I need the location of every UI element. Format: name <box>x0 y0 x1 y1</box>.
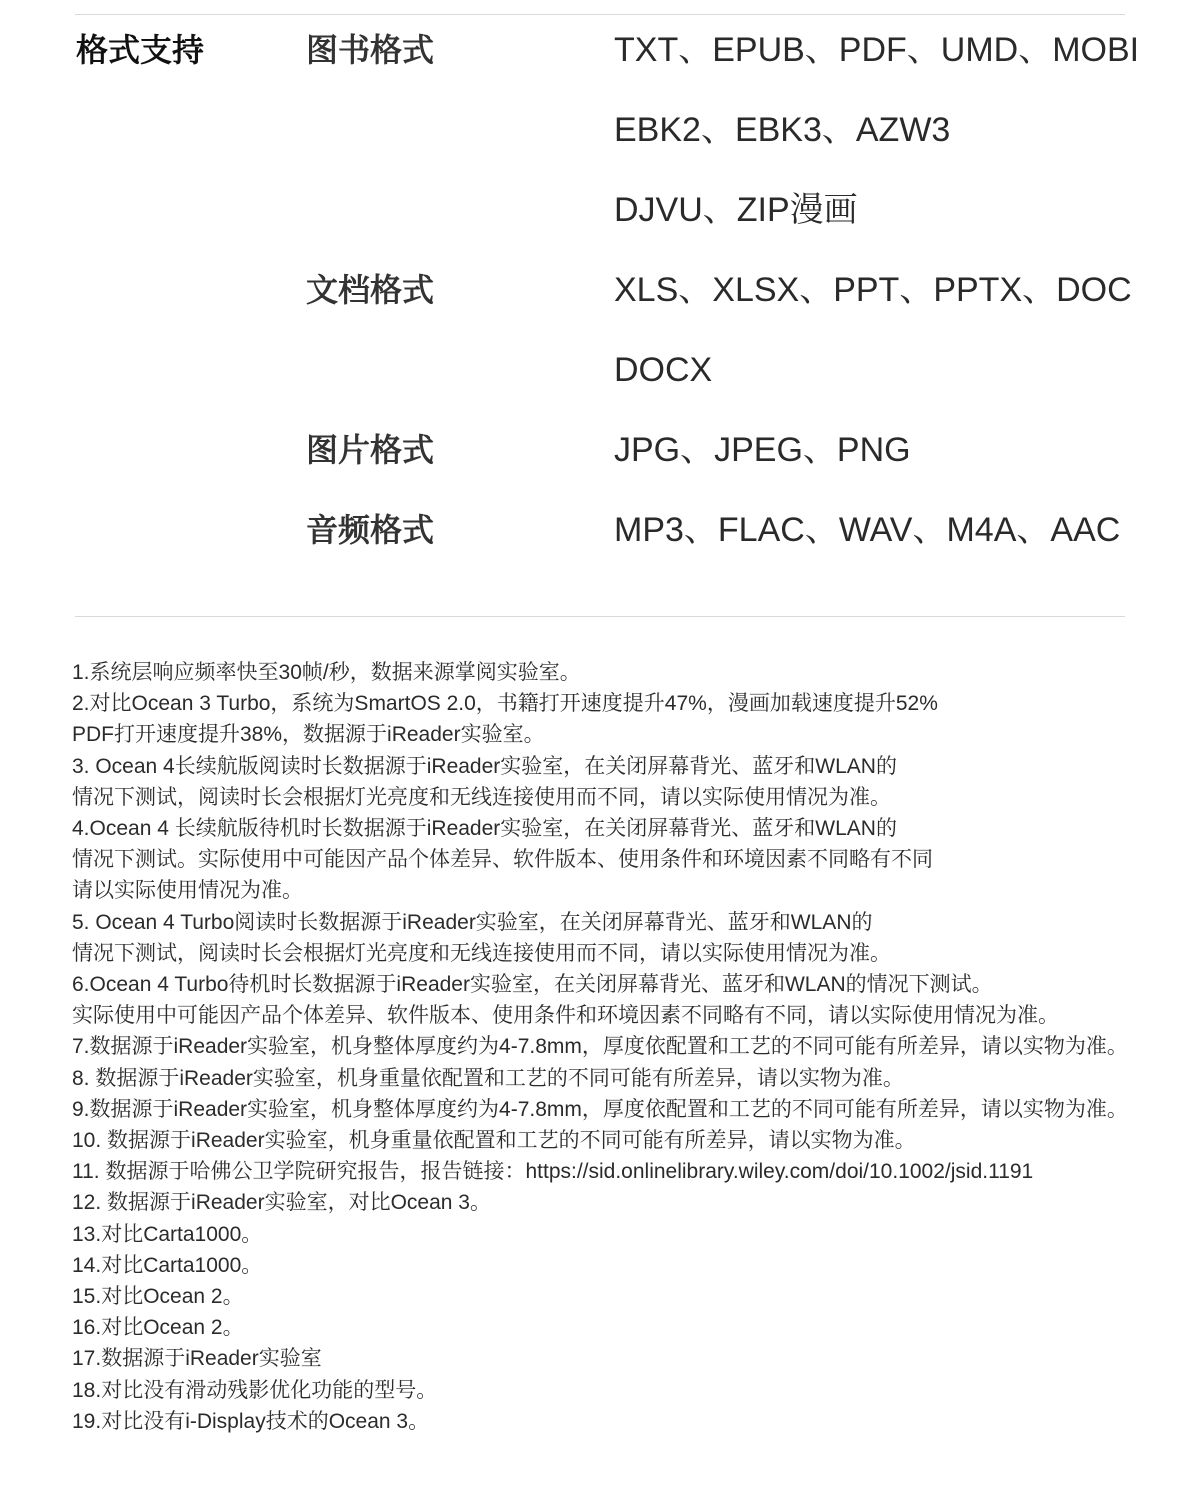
footnote-line: 12. 数据源于iReader实验室，对比Ocean 3。 <box>72 1191 491 1215</box>
footnote-line: 实际使用中可能因产品个体差异、软件版本、使用条件和环境因素不同略有不同，请以实际使用情况为准。 <box>72 1004 1059 1028</box>
footnote-line: 1.系统层响应频率快至30帧/秒，数据来源掌阅实验室。 <box>72 661 581 684</box>
format-label: 文档格式 <box>306 272 435 308</box>
footnotes-list <box>72 657 1128 1437</box>
footnote-line: 9.数据源于iReader实验室，机身整体厚度约为4-7.8mm，厚度依配置和工艺的不同可能有所差异，请以实物为准。 <box>72 1097 1128 1121</box>
format-line: MP3、FLAC、WAV、M4A、AAC <box>614 511 1121 549</box>
format-line: DOCX <box>614 351 713 389</box>
top-divider <box>75 14 1125 15</box>
format-line: EBK2、EBK3、AZW3 <box>614 111 951 149</box>
footnote-line: 情况下测试。实际使用中可能因产品个体差异、软件版本、使用条件和环境因素不同略有不同 <box>72 848 933 872</box>
format-line: DJVU、ZIP漫画 <box>614 191 858 229</box>
footnote-line: 19.对比没有i-Display技术的Ocean 3。 <box>72 1409 430 1433</box>
footnote-line: 15.对比Ocean 2。 <box>72 1285 244 1309</box>
footnote-link-line: 11. 数据源于哈佛公卫学院研究报告，报告链接：https://sid.onlinelibrary.wiley.com/doi/10.1002/jsid.1191 <box>72 1160 1034 1184</box>
footnote-line: PDF打开速度提升38%，数据源于iReader实验室。 <box>72 723 545 747</box>
footnote-line: 6.Ocean 4 Turbo待机时长数据源于iReader实验室，在关闭屏幕背光、蓝牙和WLAN的情况下测试。 <box>72 973 993 997</box>
notes-divider <box>75 616 1125 617</box>
format-line: TXT、EPUB、PDF、UMD、MOBI <box>614 31 1140 69</box>
format-line: XLS、XLSX、PPT、PPTX、DOC <box>614 271 1132 309</box>
section-title: 格式支持 <box>76 32 205 68</box>
footnote-line: 4.Ocean 4 长续航版待机时长数据源于iReader实验室，在关闭屏幕背光、蓝牙和WLAN的 <box>72 817 897 841</box>
footnote-line: 2.对比Ocean 3 Turbo，系统为SmartOS 2.0，书籍打开速度提升47%，漫画加载速度提升52% <box>72 692 938 716</box>
format-label: 图书格式 <box>306 32 435 68</box>
footnote-line: 10. 数据源于iReader实验室，机身重量依配置和工艺的不同可能有所差异，请以实物为准。 <box>72 1129 916 1153</box>
format-line: JPG、JPEG、PNG <box>614 431 911 469</box>
footnote-line: 14.对比Carta1000。 <box>72 1253 263 1277</box>
footnote-line: 18.对比没有滑动残影优化功能的型号。 <box>72 1378 438 1402</box>
footnote-line: 16.对比Ocean 2。 <box>72 1316 244 1340</box>
footnote-line: 8. 数据源于iReader实验室，机身重量依配置和工艺的不同可能有所差异，请以实物为准。 <box>72 1066 904 1090</box>
footnote-line: 17.数据源于iReader实验室 <box>72 1347 322 1371</box>
footnote-line: 情况下测试，阅读时长会根据灯光亮度和无线连接使用而不同，请以实际使用情况为准。 <box>72 941 891 965</box>
footnote-line: 3. Ocean 4长续航版阅读时长数据源于iReader实验室，在关闭屏幕背光、蓝牙和WLAN的 <box>72 754 897 778</box>
footnote-line: 请以实际使用情况为准。 <box>72 879 303 903</box>
footnote-line: 13.对比Carta1000。 <box>72 1222 263 1246</box>
footnote-line: 5. Ocean 4 Turbo阅读时长数据源于iReader实验室，在关闭屏幕背光、蓝牙和WLAN的 <box>72 910 873 934</box>
format-label: 音频格式 <box>306 512 435 548</box>
format-label: 图片格式 <box>306 432 435 468</box>
footnote-line: 情况下测试，阅读时长会根据灯光亮度和无线连接使用而不同，请以实际使用情况为准。 <box>72 785 891 809</box>
footnote-line: 7.数据源于iReader实验室，机身整体厚度约为4-7.8mm，厚度依配置和工艺的不同可能有所差异，请以实物为准。 <box>72 1035 1128 1059</box>
